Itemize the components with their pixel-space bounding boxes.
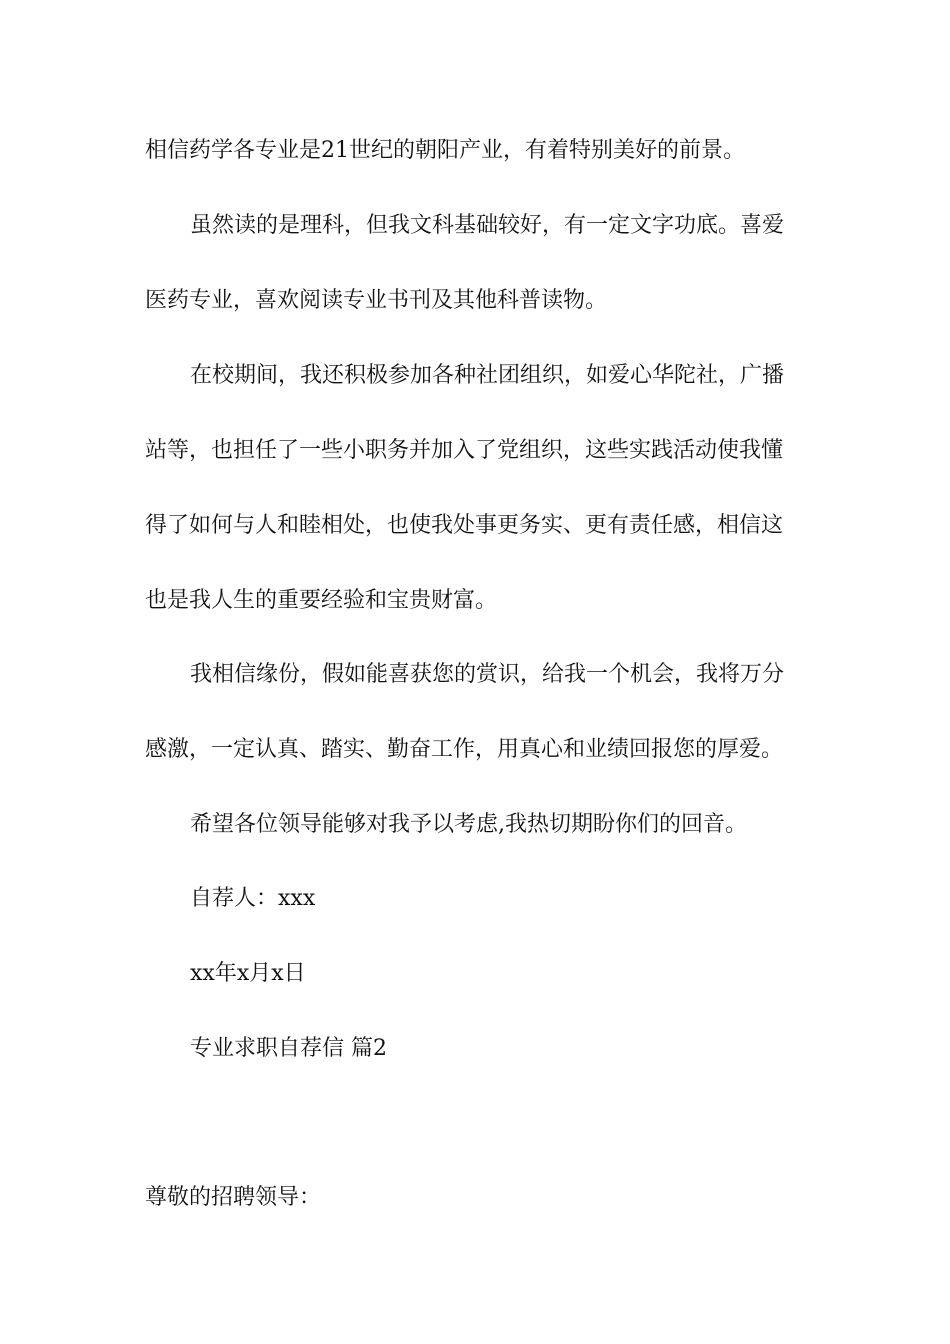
paragraph-line: 虽然读的是理科，但我文科基础较好，有一定文字功底。喜爱 <box>190 213 785 238</box>
paragraph-line: 站等，也担任了一些小职务并加入了党组织，这些实践活动使我懂 <box>145 438 784 463</box>
paragraph-line: 在校期间，我还积极参加各种社团组织，如爱心华陀社，广播 <box>190 363 785 388</box>
paragraph-line: 希望各位领导能够对我予以考虑,我热切期盼你们的回音。 <box>190 812 747 837</box>
paragraph-line: 也是我人生的重要经验和宝贵财富。 <box>145 588 498 613</box>
paragraph-line: 得了如何与人和睦相处，也使我处事更务实、更有责任感，相信这 <box>145 513 784 538</box>
date-line: xx年x月x日 <box>190 961 306 986</box>
salutation-line: 尊敬的招聘领导： <box>145 1185 322 1210</box>
paragraph-line: 我相信缘份，假如能喜获您的赏识，给我一个机会，我将万分 <box>190 662 785 687</box>
section-title: 专业求职自荐信 篇2 <box>190 1036 387 1061</box>
paragraph-line: 相信药学各专业是21世纪的朝阳产业，有着特别美好的前景。 <box>145 138 745 163</box>
signature-line: 自荐人：xxx <box>190 886 316 911</box>
paragraph-line: 感激，一定认真、踏实、勤奋工作，用真心和业绩回报您的厚爱。 <box>145 737 784 762</box>
paragraph-line: 医药专业，喜欢阅读专业书刊及其他科普读物。 <box>145 288 608 313</box>
